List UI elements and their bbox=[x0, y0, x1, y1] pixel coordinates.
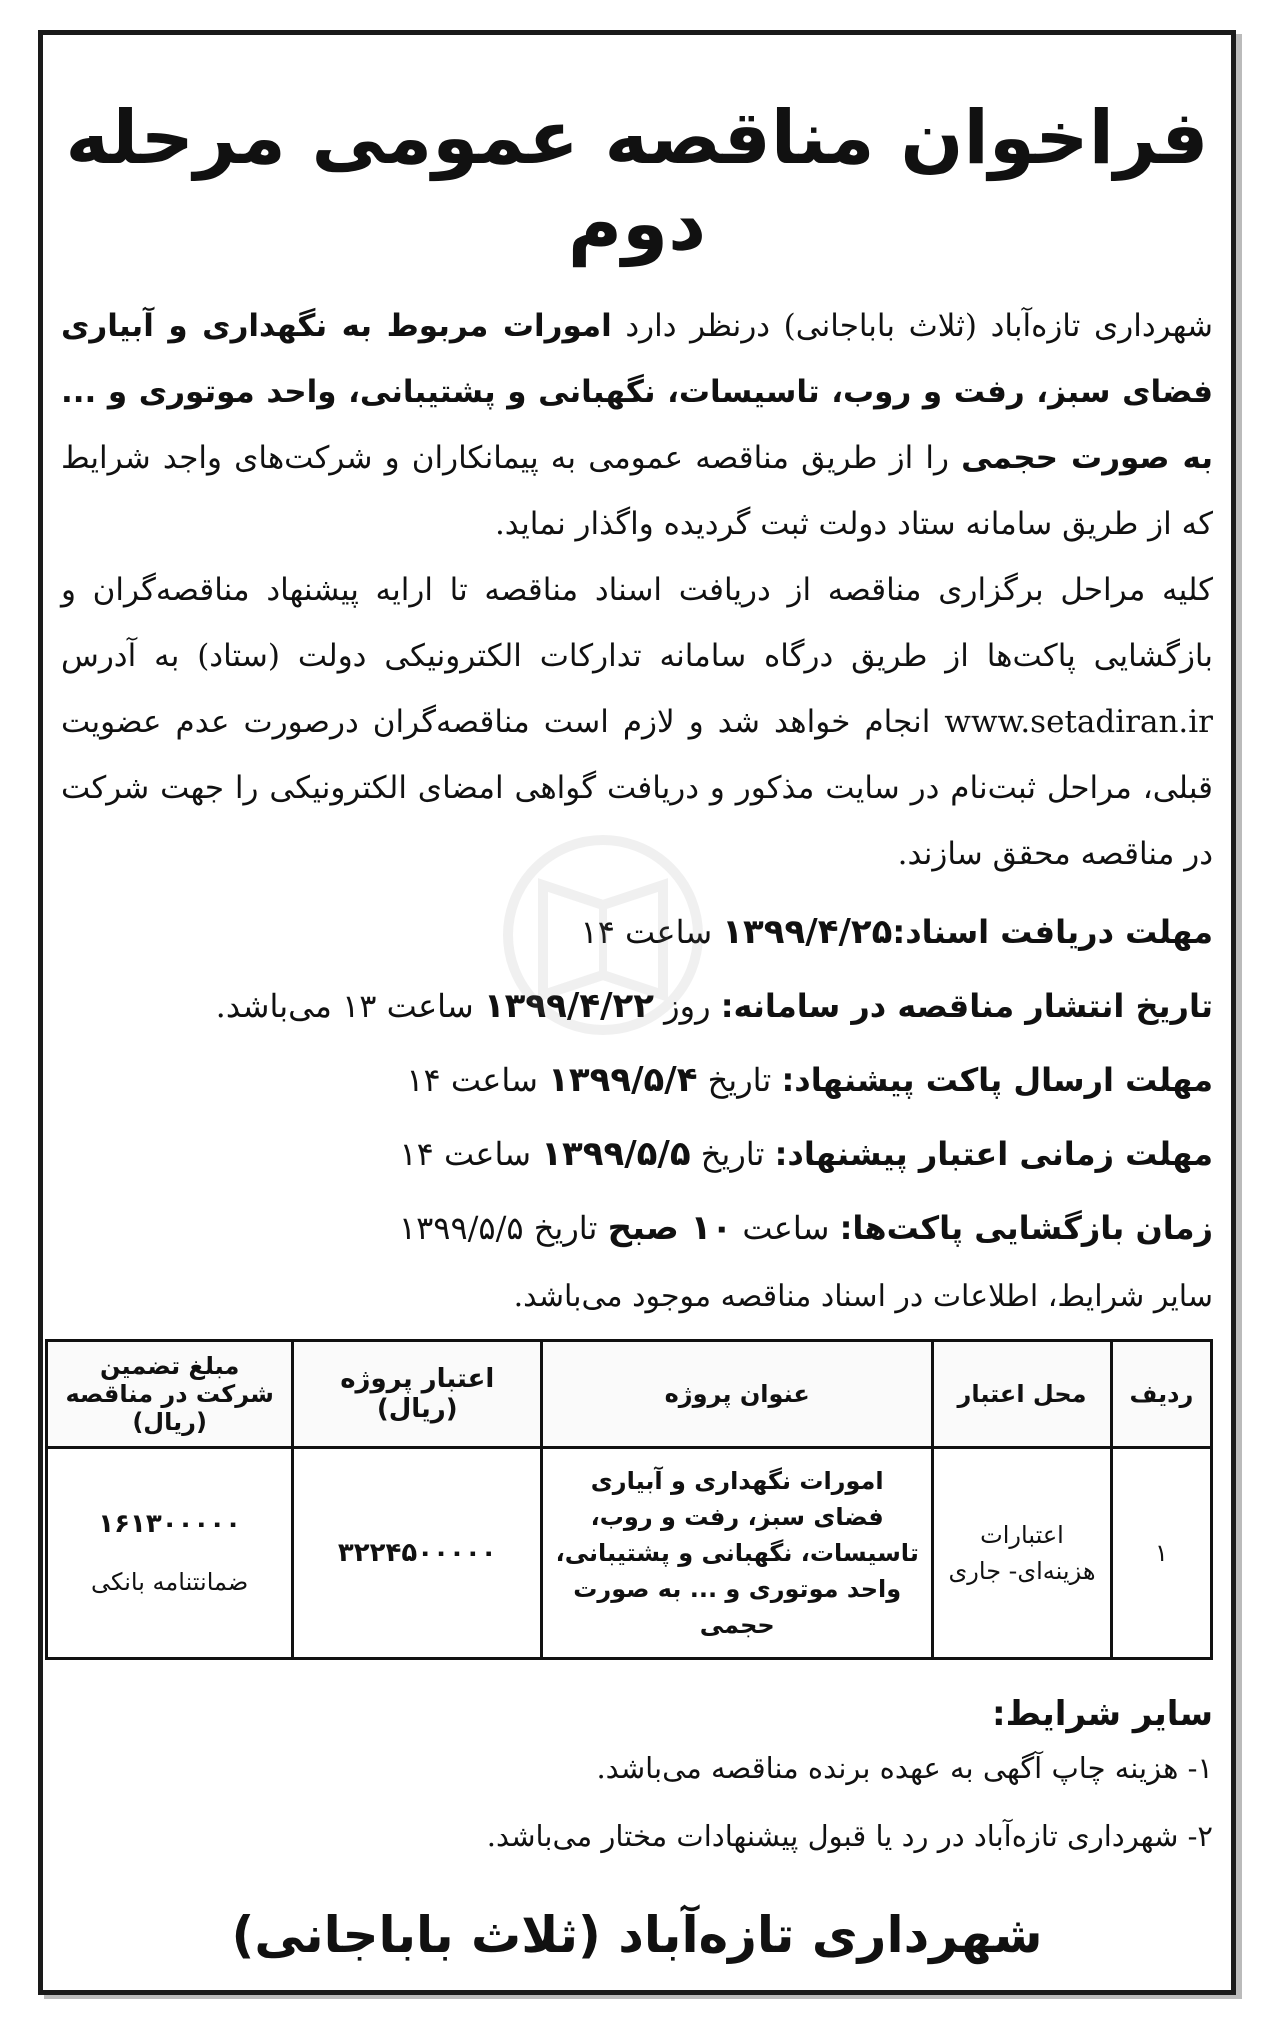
notice-title: فراخوان مناقصه عمومی مرحله دوم bbox=[65, 95, 1209, 267]
project-table bbox=[45, 1339, 1213, 1660]
other-conditions-heading: سایر شرایط: bbox=[992, 1694, 1213, 1734]
cell-guarantee bbox=[47, 1448, 293, 1659]
deadline-label: مهلت دریافت اسناد: bbox=[892, 913, 1213, 951]
header-row-number: ردیف bbox=[1111, 1341, 1211, 1448]
deadline-value: ۱۰ صبح bbox=[607, 1208, 733, 1248]
setad-url-link[interactable]: www.setadiran.ir bbox=[944, 704, 1213, 740]
cell-project-title: امورات نگهداری و آبیاری فضای سبز، رفت و روب، تاسیسات، نگهبانی و پشتیبانی، واحد موتوری و ... به صورت حجمی bbox=[542, 1448, 933, 1659]
cell-row-number: ۱ bbox=[1111, 1448, 1211, 1659]
guarantee-amount: ۱۶۱۳۰۰۰۰۰ bbox=[98, 1509, 242, 1539]
deadline-value: ۱۳۹۹/۴/۲۵ bbox=[722, 912, 893, 952]
deadline-pre: ساعت bbox=[732, 1209, 840, 1247]
intro-paragraph-1 bbox=[61, 293, 1213, 557]
deadline-pre: تاریخ bbox=[690, 1135, 775, 1173]
intro-p2-end: انجام خواهد شد و لازم است مناقصه‌گران درصورت عدم عضویت قبلی، مراحل ثبت‌نام در سایت مذکور و دریافت گواهی امضای الکترونیکی را جهت شرکت در مناقصه محقق سازند. bbox=[61, 704, 1213, 872]
notice-body bbox=[61, 53, 1213, 1972]
intro-paragraph-2 bbox=[61, 557, 1213, 887]
deadline-pre: تاریخ bbox=[697, 1061, 782, 1099]
table-header-row bbox=[47, 1341, 1212, 1448]
intro-p1-end: را از طریق مناقصه عمومی به پیمانکاران و شرکت‌های واجد شرایط که از طریق سامانه ستاد دولت ثبت گردیده واگذار نماید. bbox=[61, 440, 1213, 542]
header-guarantee: مبلغ تضمین شرکت در مناقصه (ریال) bbox=[47, 1341, 293, 1448]
municipality-signature: شهرداری تازه‌آباد (ثلاث باباجانی) bbox=[231, 1906, 1043, 1964]
deadline-post: ساعت ۱۴ bbox=[399, 1135, 542, 1173]
deadline-post: تاریخ ۱۳۹۹/۵/۵ bbox=[398, 1209, 608, 1247]
documents-note: سایر شرایط، اطلاعات در اسناد مناقصه موجود می‌باشد. bbox=[513, 1279, 1213, 1314]
deadline-label: تاریخ انتشار مناقصه در سامانه: bbox=[720, 987, 1213, 1025]
deadline-publish bbox=[61, 969, 1213, 1043]
header-credit-source: محل اعتبار bbox=[933, 1341, 1112, 1448]
deadline-label: زمان بازگشایی پاکت‌ها: bbox=[839, 1209, 1213, 1247]
deadline-validity bbox=[61, 1117, 1213, 1191]
deadline-pre: روز bbox=[654, 987, 721, 1025]
deadline-value: ۱۳۹۹/۵/۵ bbox=[541, 1134, 691, 1174]
table-row bbox=[47, 1448, 1212, 1659]
guarantee-type: ضمانتنامه بانکی bbox=[90, 1568, 249, 1596]
deadline-label: مهلت زمانی اعتبار پیشنهاد: bbox=[774, 1135, 1213, 1173]
deadline-documents bbox=[61, 895, 1213, 969]
deadline-value: ۱۳۹۹/۴/۲۲ bbox=[483, 986, 654, 1026]
deadlines-list bbox=[61, 895, 1213, 1265]
header-project-title: عنوان پروژه bbox=[542, 1341, 933, 1448]
cell-credit-source: اعتبارات هزینه‌ای- جاری bbox=[933, 1448, 1112, 1659]
intro-p2-start: کلیه مراحل برگزاری مناقصه از دریافت اسناد مناقصه تا ارایه پیشنهاد مناقصه‌گران و بازگشایی پاکت‌ها از طریق درگاه سامانه تدارکات الکترونیکی دولت (ستاد) به آدرس bbox=[61, 572, 1213, 674]
header-project-budget: اعتبار پروژه (ریال) bbox=[293, 1341, 542, 1448]
deadline-post: ساعت ۱۴ bbox=[406, 1061, 549, 1099]
other-condition-item: ۲- شهرداری تازه‌آباد در رد یا قبول پیشنهادات مختار می‌باشد. bbox=[486, 1819, 1213, 1853]
deadline-value: ۱۳۹۹/۵/۴ bbox=[548, 1060, 698, 1100]
cell-project-budget: ۳۲۲۴۵۰۰۰۰۰ bbox=[293, 1448, 542, 1659]
deadline-submit bbox=[61, 1043, 1213, 1117]
notice-frame bbox=[38, 30, 1236, 1995]
deadline-post: ساعت ۱۳ می‌باشد. bbox=[215, 987, 484, 1025]
intro-p1-start: شهرداری تازه‌آباد (ثلاث باباجانی) درنظر دارد bbox=[611, 308, 1213, 344]
deadline-label: مهلت ارسال پاکت پیشنهاد: bbox=[781, 1061, 1213, 1099]
other-condition-item: ۱- هزینه چاپ آگهی به عهده برنده مناقصه می‌باشد. bbox=[596, 1751, 1213, 1785]
deadline-opening bbox=[61, 1191, 1213, 1265]
deadline-post: ساعت ۱۴ bbox=[580, 913, 723, 951]
intro-p1-bold: امورات مربوط به نگهداری و آبیاری فضای سبز، رفت و روب، تاسیسات، نگهبانی و پشتیبانی، واحد موتوری و ... به صورت حجمی bbox=[61, 308, 1213, 476]
